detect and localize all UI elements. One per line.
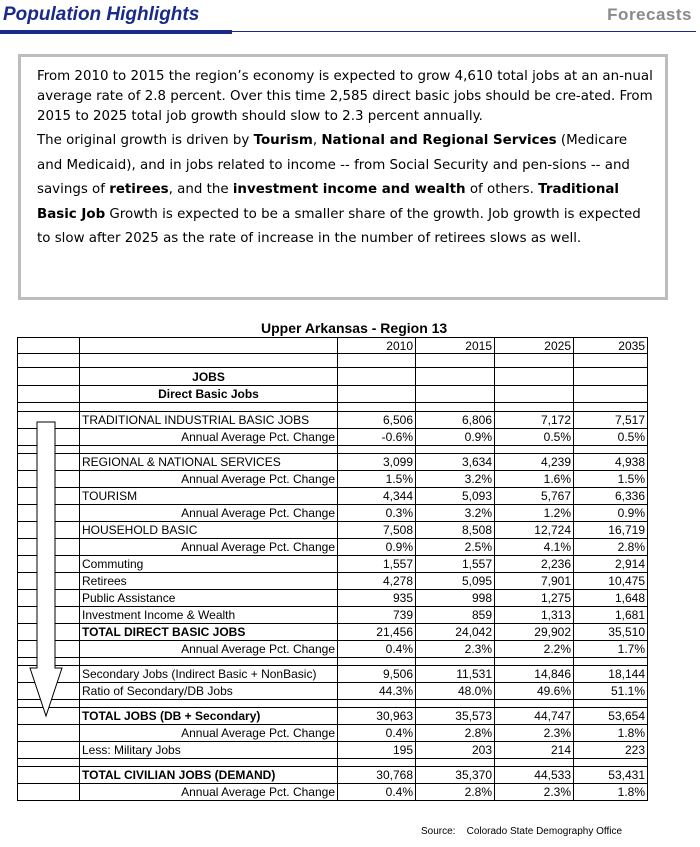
row-value: 998: [416, 590, 495, 607]
row-label: Less: Military Jobs: [80, 742, 338, 759]
table-cell: [495, 403, 574, 412]
table-cell: [80, 354, 338, 368]
table-row: [18, 412, 648, 429]
table-row: [18, 666, 648, 683]
table-cell: [416, 403, 495, 412]
row-label: TRADITIONAL INDUSTRIAL BASIC JOBS: [80, 412, 338, 429]
row-value: 16,719: [574, 522, 648, 539]
row-label: Public Assistance: [80, 590, 338, 607]
table-row: [18, 488, 648, 505]
row-value: 49.6%: [495, 683, 574, 700]
row-label: Retirees: [80, 573, 338, 590]
row-value: 0.4%: [338, 784, 416, 801]
row-value: 1,648: [574, 590, 648, 607]
table-cell: [574, 700, 648, 708]
table-row: [18, 354, 648, 368]
row-value: 739: [338, 607, 416, 624]
row-value: 2.8%: [416, 784, 495, 801]
summary-emphasis-tourism: Tourism: [253, 133, 313, 148]
row-value: 6,806: [416, 412, 495, 429]
row-value: 4,239: [495, 454, 574, 471]
table-row: [18, 368, 648, 386]
row-value: -0.6%: [338, 429, 416, 446]
table-cell: [18, 666, 80, 683]
table-cell: [18, 641, 80, 658]
row-value: 2,236: [495, 556, 574, 573]
row-value: 7,517: [574, 412, 648, 429]
row-value: 4.1%: [495, 539, 574, 556]
jobs-table: [17, 337, 648, 801]
row-value: 30,768: [338, 767, 416, 784]
table-cell: [80, 658, 338, 666]
row-value: 6,336: [574, 488, 648, 505]
table-cell: [338, 368, 416, 386]
row-label: Annual Average Pct. Change: [80, 505, 338, 522]
row-value: 44.3%: [338, 683, 416, 700]
table-cell: [416, 354, 495, 368]
row-value: 5,095: [416, 573, 495, 590]
row-value: 0.9%: [416, 429, 495, 446]
row-value: 29,902: [495, 624, 574, 641]
year-header: 2010: [338, 338, 416, 354]
row-label: Annual Average Pct. Change: [80, 429, 338, 446]
row-value: 44,533: [495, 767, 574, 784]
table-cell: [495, 446, 574, 454]
table-cell: [338, 354, 416, 368]
jobs-heading: JOBS: [80, 368, 338, 386]
source-note: [421, 826, 622, 837]
row-value: 51.1%: [574, 683, 648, 700]
summary-text: , and the: [168, 182, 233, 197]
summary-text: (Medicare and Medicaid), and in jobs related to income -- from Social Security and pen-sions -- and savings of: [37, 133, 630, 197]
table-cell: [18, 742, 80, 759]
table-cell: [18, 590, 80, 607]
row-label: TOURISM: [80, 488, 338, 505]
row-value: 203: [416, 742, 495, 759]
table-cell: [338, 386, 416, 403]
row-label: TOTAL DIRECT BASIC JOBS: [80, 624, 338, 641]
table-cell: [338, 759, 416, 767]
table-cell: [18, 556, 80, 573]
row-value: 2.2%: [495, 641, 574, 658]
table-cell: [18, 658, 80, 666]
summary-text: of others.: [465, 182, 534, 197]
summary-box: [18, 54, 668, 300]
summary-text: ,: [312, 133, 322, 148]
table-cell: [18, 386, 80, 403]
table-cell: [18, 708, 80, 725]
table-cell: [495, 354, 574, 368]
row-value: 223: [574, 742, 648, 759]
table-row: [18, 505, 648, 522]
row-value: 935: [338, 590, 416, 607]
table-cell: [574, 368, 648, 386]
row-value: 7,172: [495, 412, 574, 429]
row-label: REGIONAL & NATIONAL SERVICES: [80, 454, 338, 471]
table-cell: [80, 338, 338, 354]
row-value: 1.6%: [495, 471, 574, 488]
row-value: 11,531: [416, 666, 495, 683]
row-value: 2.3%: [495, 784, 574, 801]
row-value: 1.7%: [574, 641, 648, 658]
row-value: 12,724: [495, 522, 574, 539]
table-cell: [18, 607, 80, 624]
row-value: 1,557: [416, 556, 495, 573]
table-cell: [18, 446, 80, 454]
table-cell: [416, 700, 495, 708]
table-row: [18, 539, 648, 556]
table-row: [18, 386, 648, 403]
row-value: 2,914: [574, 556, 648, 573]
table-cell: [18, 505, 80, 522]
row-value: 2.3%: [495, 725, 574, 742]
row-value: 44,747: [495, 708, 574, 725]
row-label: Ratio of Secondary/DB Jobs: [80, 683, 338, 700]
row-value: 4,938: [574, 454, 648, 471]
table-row: [18, 573, 648, 590]
row-label: Annual Average Pct. Change: [80, 641, 338, 658]
table-row: [18, 471, 648, 488]
table-cell: [18, 454, 80, 471]
year-header: 2025: [495, 338, 574, 354]
row-label: Investment Income & Wealth: [80, 607, 338, 624]
row-value: 2.8%: [574, 539, 648, 556]
table-row: [18, 767, 648, 784]
row-value: 1,557: [338, 556, 416, 573]
table-row: [18, 700, 648, 708]
table-cell: [416, 658, 495, 666]
table-cell: [18, 539, 80, 556]
table-cell: [18, 759, 80, 767]
table-cell: [338, 658, 416, 666]
table-title: Upper Arkansas - Region 13: [261, 320, 448, 336]
table-row: [18, 784, 648, 801]
row-value: 4,344: [338, 488, 416, 505]
table-cell: [80, 759, 338, 767]
row-value: 4,278: [338, 573, 416, 590]
table-cell: [338, 446, 416, 454]
row-value: 214: [495, 742, 574, 759]
row-value: 48.0%: [416, 683, 495, 700]
page-title: Population Highlights: [3, 4, 200, 25]
row-value: 35,370: [416, 767, 495, 784]
table-cell: [18, 700, 80, 708]
row-value: 1,313: [495, 607, 574, 624]
row-value: 0.5%: [574, 429, 648, 446]
summary-text: Growth is expected to be a smaller share of the growth. Job growth is expected to slow after 2025 as the rate of increase in the number of retirees slows as well.: [37, 206, 641, 246]
table-row: [18, 658, 648, 666]
row-value: 14,846: [495, 666, 574, 683]
row-value: 1.5%: [574, 471, 648, 488]
table-row: [18, 725, 648, 742]
table-cell: [18, 725, 80, 742]
row-label: Annual Average Pct. Change: [80, 471, 338, 488]
summary-paragraph-1: From 2010 to 2015 the region’s economy is expected to grow 4,610 total jobs at an an-nual average rate of 2.8 percent. Over this time 2,585 direct basic jobs should be cre-ated. From 2015 to 2025 total job growth should slow to 2.3 percent annually.: [37, 69, 653, 124]
table-cell: [18, 624, 80, 641]
row-value: 35,510: [574, 624, 648, 641]
table-cell: [18, 412, 80, 429]
table-row: [18, 403, 648, 412]
table-cell: [495, 700, 574, 708]
row-value: 6,506: [338, 412, 416, 429]
summary-emphasis-regional: National and Regional Services: [321, 133, 557, 148]
table-cell: [18, 368, 80, 386]
row-label: Annual Average Pct. Change: [80, 539, 338, 556]
table-cell: [338, 403, 416, 412]
row-value: 7,901: [495, 573, 574, 590]
row-value: 1.2%: [495, 505, 574, 522]
header-bar: [0, 30, 232, 34]
summary-emphasis-traditional: Traditional Basic Job: [37, 182, 619, 222]
table-cell: [574, 403, 648, 412]
table-cell: [18, 403, 80, 412]
row-value: 859: [416, 607, 495, 624]
row-value: 21,456: [338, 624, 416, 641]
table-cell: [495, 759, 574, 767]
table-cell: [574, 446, 648, 454]
table-cell: [18, 683, 80, 700]
row-value: 0.5%: [495, 429, 574, 446]
table-cell: [574, 354, 648, 368]
table-row: [18, 556, 648, 573]
table-row: [18, 759, 648, 767]
table-row: [18, 454, 648, 471]
table-cell: [18, 354, 80, 368]
table-row: [18, 446, 648, 454]
row-label: HOUSEHOLD BASIC: [80, 522, 338, 539]
row-value: 0.9%: [338, 539, 416, 556]
summary-emphasis-retirees: retirees: [109, 182, 169, 197]
row-value: 3.2%: [416, 471, 495, 488]
table-row: [18, 338, 648, 354]
table-cell: [338, 700, 416, 708]
row-label: Commuting: [80, 556, 338, 573]
table-row: [18, 624, 648, 641]
summary-emphasis-income: investment income and wealth: [232, 182, 466, 197]
section-label: Forecasts: [607, 5, 692, 24]
summary-paragraph-2: [37, 129, 655, 252]
table-cell: [574, 658, 648, 666]
row-value: 1.8%: [574, 784, 648, 801]
table-cell: [416, 759, 495, 767]
table-cell: [18, 784, 80, 801]
row-value: 3,634: [416, 454, 495, 471]
table-cell: [80, 446, 338, 454]
table-row: [18, 641, 648, 658]
row-value: 3,099: [338, 454, 416, 471]
table-cell: [80, 403, 338, 412]
row-value: 10,475: [574, 573, 648, 590]
row-value: 5,093: [416, 488, 495, 505]
row-value: 8,508: [416, 522, 495, 539]
table-cell: [18, 471, 80, 488]
row-value: 18,144: [574, 666, 648, 683]
row-value: 3.2%: [416, 505, 495, 522]
row-value: 1,681: [574, 607, 648, 624]
row-value: 2.5%: [416, 539, 495, 556]
table-cell: [495, 368, 574, 386]
source-label: Source:: [421, 826, 456, 837]
row-value: 0.9%: [574, 505, 648, 522]
table-cell: [18, 338, 80, 354]
row-value: 53,431: [574, 767, 648, 784]
header-rule: [232, 31, 696, 32]
source-text: Colorado State Demography Office: [466, 826, 623, 837]
row-value: 5,767: [495, 488, 574, 505]
row-value: 2.8%: [416, 725, 495, 742]
row-value: 35,573: [416, 708, 495, 725]
table-cell: [416, 446, 495, 454]
table-cell: [18, 488, 80, 505]
table-row: [18, 683, 648, 700]
table-cell: [18, 429, 80, 446]
row-value: 1.5%: [338, 471, 416, 488]
table-row: [18, 742, 648, 759]
row-value: 195: [338, 742, 416, 759]
table-cell: [80, 700, 338, 708]
table-cell: [416, 368, 495, 386]
table-row: [18, 708, 648, 725]
table-row: [18, 429, 648, 446]
table-cell: [574, 759, 648, 767]
direct-basic-heading: Direct Basic Jobs: [80, 386, 338, 403]
summary-text: The original growth is driven by: [37, 133, 254, 148]
row-label: Annual Average Pct. Change: [80, 725, 338, 742]
row-value: 30,963: [338, 708, 416, 725]
table-cell: [18, 573, 80, 590]
table-cell: [18, 522, 80, 539]
table-cell: [495, 386, 574, 403]
row-value: 53,654: [574, 708, 648, 725]
year-header: 2035: [574, 338, 648, 354]
row-label: Annual Average Pct. Change: [80, 784, 338, 801]
table-cell: [495, 658, 574, 666]
row-value: 9,506: [338, 666, 416, 683]
table-cell: [18, 767, 80, 784]
table-cell: [416, 386, 495, 403]
table-row: [18, 590, 648, 607]
row-value: 24,042: [416, 624, 495, 641]
year-header: 2015: [416, 338, 495, 354]
row-value: 0.3%: [338, 505, 416, 522]
row-value: 0.4%: [338, 725, 416, 742]
table-row: [18, 522, 648, 539]
row-value: 1,275: [495, 590, 574, 607]
row-value: 1.8%: [574, 725, 648, 742]
row-label: Secondary Jobs (Indirect Basic + NonBasic): [80, 666, 338, 683]
row-value: 2.3%: [416, 641, 495, 658]
row-value: 0.4%: [338, 641, 416, 658]
row-value: 7,508: [338, 522, 416, 539]
table-cell: [574, 386, 648, 403]
table-row: [18, 607, 648, 624]
row-label: TOTAL JOBS (DB + Secondary): [80, 708, 338, 725]
row-label: TOTAL CIVILIAN JOBS (DEMAND): [80, 767, 338, 784]
